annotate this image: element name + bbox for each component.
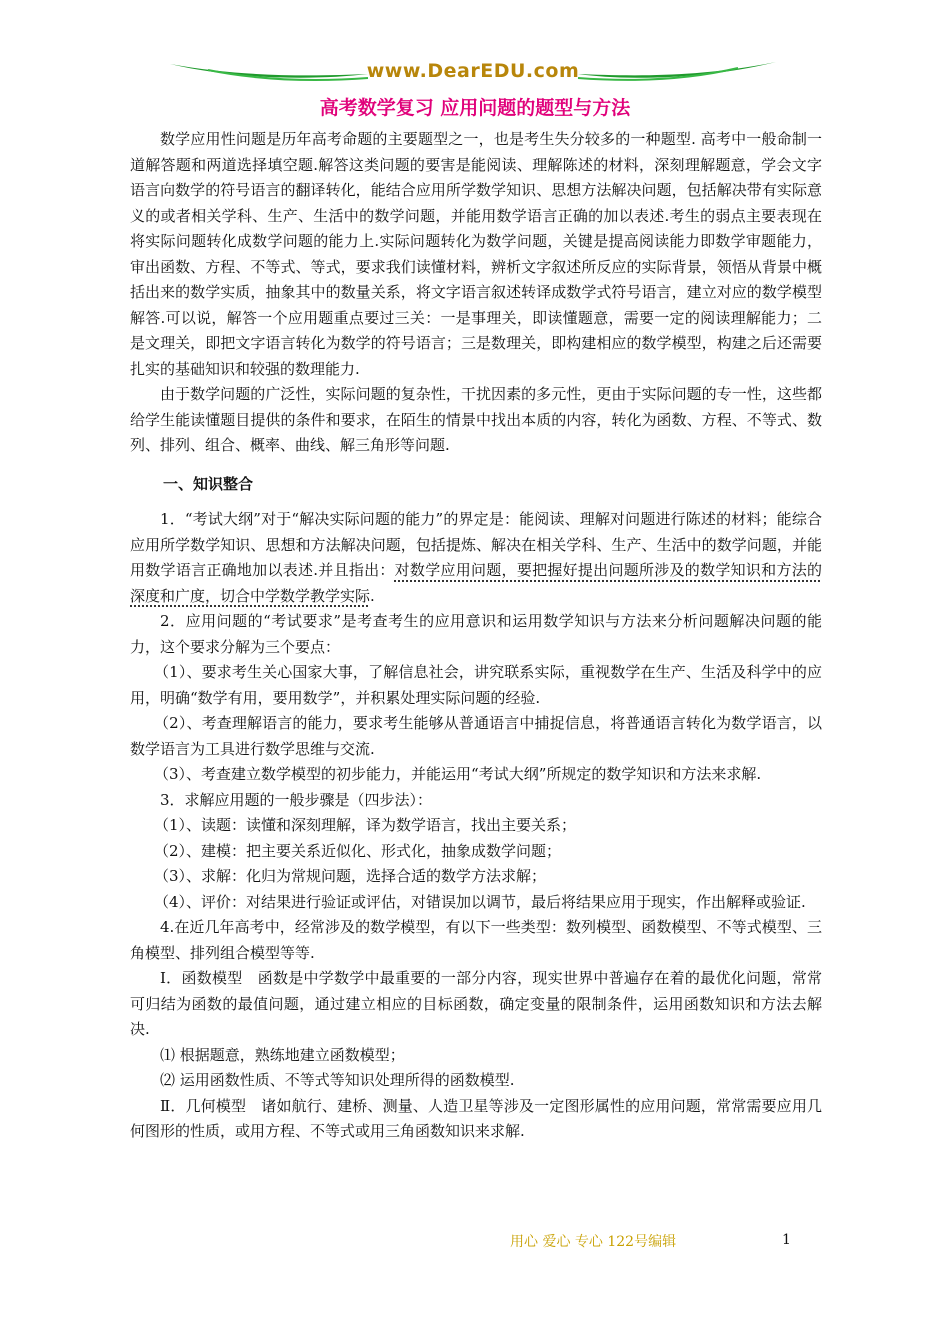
model-geometry-paragraph: Ⅱ．几何模型 诸如航行、建桥、测量、人造卫星等涉及一定图形属性的应用问题，常常需要应用几何图形的性质，或用方程、不等式或用三角函数知识来求解. (130, 1096, 822, 1140)
page-title: 高考数学复习 应用问题的题型与方法 (319, 97, 631, 119)
paragraph-4: 4.在近几年高考中，经常涉及的数学模型，有以下一些类型：数列模型、函数模型、不等式模型、三角模型、排列组合模型等等. (130, 918, 822, 962)
section-heading: 一、知识整合 (163, 474, 254, 493)
paragraph-2: 2．应用问题的“考试要求”是考查考生的应用意识和运用数学知识与方法来分析问题解决问题的能力，这个要求分解为三个要点： (130, 612, 822, 656)
emphasized-text: 对数学应用问题，要把握好提出问题所涉及的数学知识和方法的深度和广度，切合中学数学教学实际 (130, 561, 822, 605)
list-item: ⑵ 运用函数性质、不等式等知识处理所得的函数模型. (160, 1071, 515, 1089)
list-item: （4）、评价：对结果进行验证或评估，对错误加以调节，最后将结果应用于现实，作出解释或验证. (154, 892, 806, 911)
list-item: （3）、求解：化归为常规问题，选择合适的数学方法求解； (154, 867, 547, 885)
list-item: （1）、读题：读懂和深刻理解，译为数学语言，找出主要关系； (154, 816, 577, 834)
document-body (130, 127, 822, 1145)
list-item: （2）、考查理解语言的能力，要求考生能够从普通语言中捕捉信息，将普通语言转化为数学语言，以数学语言为工具进行数学思维与交流. (130, 714, 822, 758)
list-item: （3）、考查建立数学模型的初步能力，并能运用“考试大纲”所规定的数学知识和方法来求解. (154, 765, 762, 783)
paragraph-1 (130, 507, 822, 609)
site-header (168, 56, 778, 92)
model-function-paragraph: Ⅰ．函数模型 函数是中学数学中最重要的一部分内容，现实世界中普遍存在着的最优化问题，常常可归结为函数的最值问题，通过建立相应的目标函数，确定变量的限制条件，运用函数知识和方法去解决. (130, 969, 822, 1038)
list-item: （1）、要求考生关心国家大事，了解信息社会，讲究联系实际，重视数学在生产、生活及科学中的应用，明确“数学有用，要用数学”，并积累处理实际问题的经验. (130, 663, 822, 707)
paragraph-3: 3．求解应用题的一般步骤是（四步法）： (160, 790, 433, 809)
paragraph-1-text: 1．“考试大纲”对于“解决实际问题的能力”的界定是：能阅读、理解对问题进行陈述的材料；能综合应用所学数学知识、思想和方法解决问题，包括提炼、解决在相关学科、生产、生活中的数学问题，并能用数学语言正确地加以表述.并且指出： (130, 510, 822, 579)
list-item: ⑴ 根据题意，熟练地建立函数模型； (160, 1045, 405, 1064)
list-item: （2）、建模：把主要关系近似化、形式化，抽象成数学问题； (154, 841, 562, 860)
intro-paragraph-1: 数学应用性问题是历年高考命题的主要题型之一，也是考生失分较多的一种题型. 高考中一般命制一道解答题和两道选择填空题.解答这类问题的要害是能阅读、理解陈述的材料，深刻理解题意，学会文字语言向数学的符号语言的翻译转化，能结合应用所学数学知识、思想方法解决问题，包括解决带有实际意义的或者相关学科、生产、生活中的数学问题，并能用数学语言正确的加以表述.考生的弱点主要表现在将实际问题转化成数学问题的能力上.实际问题转化为数学问题，关键是提高阅读能力即数学审题能力，审出函数、方程、不等式、等式，要求我们读懂材料，辨析文字叙述所反应的实际背景，领悟从背景中概括出来的数学实质，抽象其中的数量关系，将文字语言叙述转译成数学式符号语言，建立对应的数学模型解答.可以说，解答一个应用题重点要过三关：一是事理关，即读懂题意，需要一定的阅读理解能力；二是文理关，即把文字语言转化为数学的符号语言；三是数理关，即构建相应的数学模型，构建之后还需要扎实的基础知识和较强的数理能力. (130, 130, 822, 378)
intro-paragraph-2: 由于数学问题的广泛性，实际问题的复杂性，干扰因素的多元性，更由于实际问题的专一性，这些都给学生能读懂题目提供的条件和要求，在陌生的情景中找出本质的内容，转化为函数、方程、不等式、数列、排列、组合、概率、曲线、解三角形等问题. (130, 385, 822, 454)
footer-text: 用心 爱心 专心 122号编辑 (510, 1234, 677, 1250)
paragraph-1-end: . (370, 586, 375, 605)
site-url[interactable]: www.DearEDU.com (366, 60, 580, 82)
page-number: 1 (782, 1232, 791, 1248)
